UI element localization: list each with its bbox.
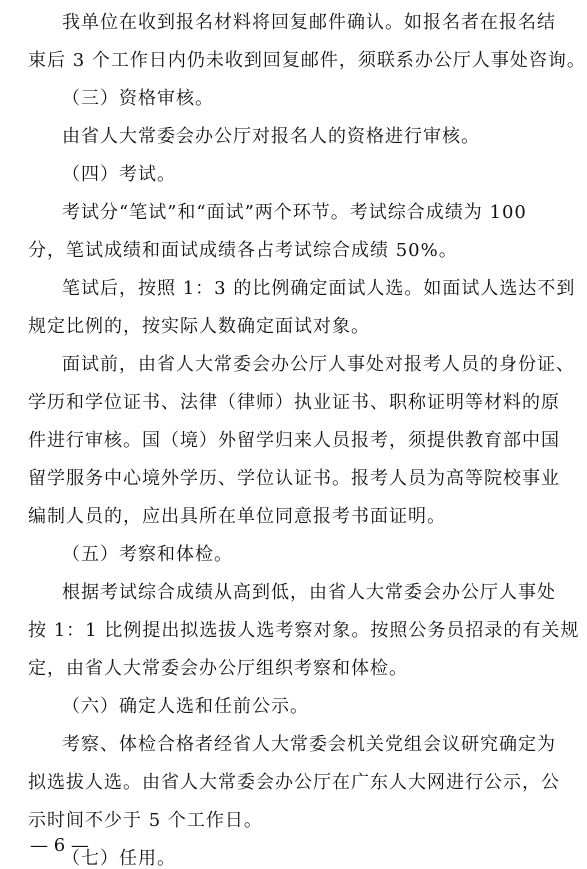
paragraph-line: 考试分“笔试”和“面试”两个环节。考试综合成绩为 100 — [62, 202, 527, 223]
paragraph-line: 规定比例的，按实际人数确定面试对象。 — [28, 316, 370, 337]
paragraph-line: 根据考试综合成绩从高到低，由省人大常委会办公厅人事处 — [62, 582, 556, 603]
section-heading: （七）任用。 — [62, 848, 176, 869]
paragraph-line: 拟选拔人选。由省人大常委会办公厅在广东人大网进行公示，公 — [28, 772, 560, 793]
paragraph-line: 编制人员的，应出具所在单位同意报考书面证明。 — [28, 506, 446, 527]
paragraph-line: 按 1：1 比例提出拟选拔人选考察对象。按照公务员招录的有关规 — [28, 620, 580, 641]
paragraph-line: 件进行审核。国（境）外留学归来人员报考，须提供教育部中国 — [28, 430, 560, 451]
paragraph-line: 我单位在收到报名材料将回复邮件确认。如报名者在报名结 — [62, 12, 556, 33]
paragraph-line: 学历和学位证书、法律（律师）执业证书、职称证明等材料的原 — [28, 392, 560, 413]
section-heading: （六）确定人选和任前公示。 — [62, 696, 309, 717]
paragraph-line: 考察、体检合格者经省人大常委会机关党组会议研究确定为 — [62, 734, 556, 755]
paragraph-line: 束后 3 个工作日内仍未收到回复邮件，须联系办公厅人事处咨询。 — [28, 50, 586, 71]
paragraph-line: 定，由省人大常委会办公厅组织考察和体检。 — [28, 658, 408, 679]
paragraph-line: 示时间不少于 5 个工作日。 — [28, 810, 263, 831]
paragraph-line: 面试前，由省人大常委会办公厅人事处对报考人员的身份证、 — [62, 354, 575, 375]
section-heading: （三）资格审核。 — [62, 88, 214, 109]
paragraph-line: 由省人大常委会办公厅对报名人的资格进行审核。 — [62, 126, 480, 147]
paragraph-line: 笔试后，按照 1：3 的比例确定面试人选。如面试人选达不到 — [62, 278, 576, 299]
section-heading: （四）考试。 — [62, 164, 176, 185]
paragraph-line: 留学服务中心境外学历、学位认证书。报考人员为高等院校事业 — [28, 468, 560, 489]
page-number: — 6 — — [30, 835, 89, 856]
section-heading: （五）考察和体检。 — [62, 544, 233, 565]
paragraph-line: 分，笔试成绩和面试成绩各占考试综合成绩 50%。 — [28, 240, 458, 261]
